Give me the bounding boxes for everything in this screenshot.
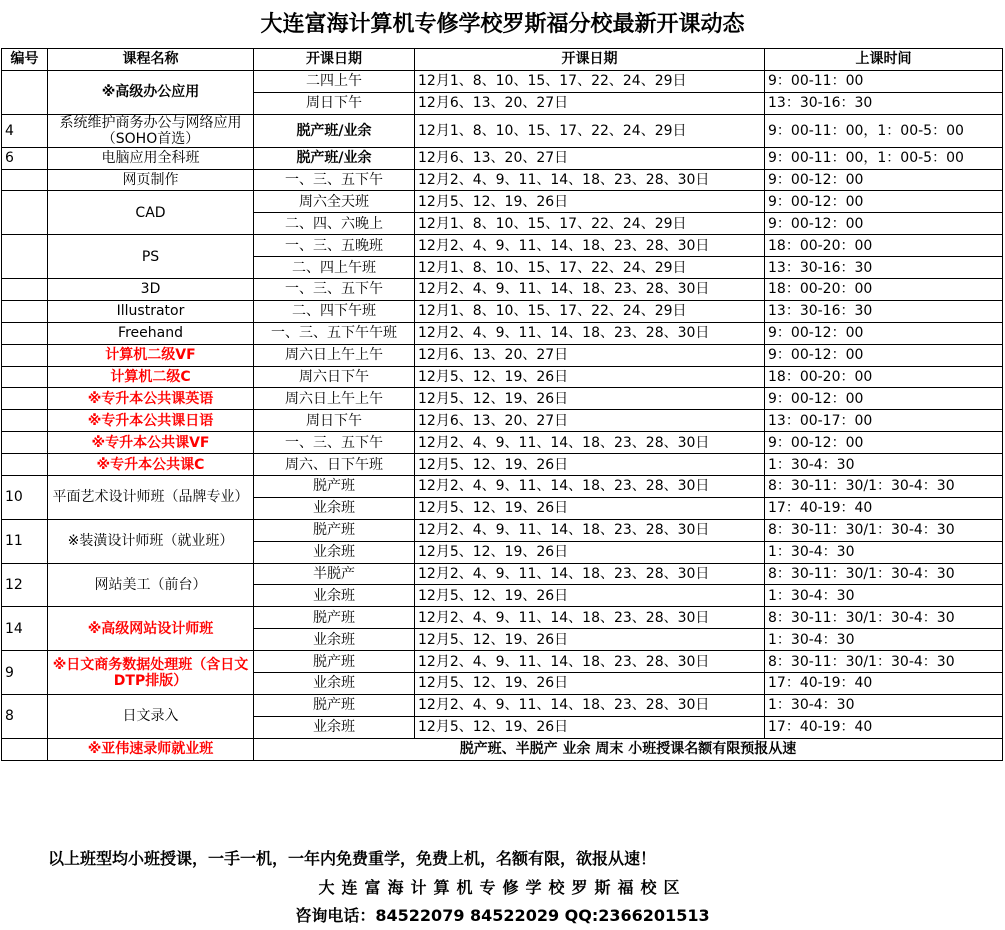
class-time: 8：30-11：30/1：30-4：30 [765, 607, 1003, 629]
class-type: 一、三、五下午 [254, 279, 415, 301]
start-dates: 12月2、4、9、11、14、18、23、28、30日 [415, 432, 765, 454]
start-dates: 12月5、12、19、26日 [415, 454, 765, 476]
table-row [2, 607, 1003, 629]
course-name: 日文录入 [48, 694, 254, 738]
table-row [2, 191, 1003, 213]
class-type: 脱产班/业余 [254, 147, 415, 169]
course-number [2, 70, 48, 114]
class-type: 业余班 [254, 716, 415, 738]
course-number [2, 454, 48, 476]
class-type: 半脱产 [254, 563, 415, 585]
class-time: 9：00-12：00 [765, 344, 1003, 366]
start-dates: 12月5、12、19、26日 [415, 541, 765, 563]
class-time: 8：30-11：30/1：30-4：30 [765, 651, 1003, 673]
table-row [2, 432, 1003, 454]
course-name: 平面艺术设计师班（品牌专业） [48, 476, 254, 520]
course-number: 9 [2, 651, 48, 695]
start-dates: 12月2、4、9、11、14、18、23、28、30日 [415, 519, 765, 541]
course-number [2, 300, 48, 322]
table-row [2, 651, 1003, 673]
header-num: 编号 [2, 49, 48, 71]
start-dates: 12月2、4、9、11、14、18、23、28、30日 [415, 651, 765, 673]
start-dates: 12月5、12、19、26日 [415, 673, 765, 695]
class-time: 9：00-12：00 [765, 191, 1003, 213]
start-dates: 12月2、4、9、11、14、18、23、28、30日 [415, 279, 765, 301]
class-type: 周日下午 [254, 410, 415, 432]
table-row [2, 519, 1003, 541]
class-time: 18：00-20：00 [765, 235, 1003, 257]
class-type: 脱产班/业余 [254, 114, 415, 147]
header-class-time: 上课时间 [765, 49, 1003, 71]
course-name: ※专升本公共课日语 [48, 410, 254, 432]
course-number [2, 388, 48, 410]
class-type: 业余班 [254, 497, 415, 519]
table-row [2, 410, 1003, 432]
header-start-date: 开课日期 [415, 49, 765, 71]
class-type: 二、四下午班 [254, 300, 415, 322]
start-dates: 12月6、13、20、27日 [415, 147, 765, 169]
course-name: ※高级办公应用 [48, 70, 254, 114]
class-time: 8：30-11：30/1：30-4：30 [765, 519, 1003, 541]
class-type: 周六日上午上午 [254, 344, 415, 366]
start-dates: 12月6、13、20、27日 [415, 92, 765, 114]
table-row [2, 169, 1003, 191]
course-name: Freehand [48, 322, 254, 344]
course-number: 12 [2, 563, 48, 607]
class-type: 一、三、五晚班 [254, 235, 415, 257]
course-number: 6 [2, 147, 48, 169]
course-name: ※专升本公共课VF [48, 432, 254, 454]
class-type: 周六全天班 [254, 191, 415, 213]
course-number [2, 344, 48, 366]
class-time: 9：00-11：00 [765, 70, 1003, 92]
class-type: 脱产班 [254, 476, 415, 498]
course-number: 14 [2, 607, 48, 651]
course-name: ※亚伟速录师就业班 [48, 738, 254, 760]
course-name: ※高级网站设计师班 [48, 607, 254, 651]
header-class-type: 开课日期 [254, 49, 415, 71]
class-time: 9：00-12：00 [765, 213, 1003, 235]
class-type: 二、四上午班 [254, 257, 415, 279]
class-time: 9：00-12：00 [765, 388, 1003, 410]
table-row [2, 454, 1003, 476]
class-time: 1：30-4：30 [765, 585, 1003, 607]
class-time: 13：30-16：30 [765, 257, 1003, 279]
table-row [2, 279, 1003, 301]
class-time: 9：00-12：00 [765, 322, 1003, 344]
start-dates: 12月2、4、9、11、14、18、23、28、30日 [415, 235, 765, 257]
course-name: 计算机二级C [48, 366, 254, 388]
start-dates: 12月1、8、10、15、17、22、24、29日 [415, 213, 765, 235]
start-dates: 12月1、8、10、15、17、22、24、29日 [415, 70, 765, 92]
table-row [2, 147, 1003, 169]
class-time: 8：30-11：30/1：30-4：30 [765, 476, 1003, 498]
class-type: 一、三、五下午午班 [254, 322, 415, 344]
start-dates: 12月2、4、9、11、14、18、23、28、30日 [415, 563, 765, 585]
start-dates: 12月2、4、9、11、14、18、23、28、30日 [415, 607, 765, 629]
course-number [2, 366, 48, 388]
class-type: 周日下午 [254, 92, 415, 114]
course-number: 8 [2, 694, 48, 738]
course-name: 电脑应用全科班 [48, 147, 254, 169]
class-time: 1：30-4：30 [765, 541, 1003, 563]
course-number [2, 322, 48, 344]
class-time: 9：00-12：00 [765, 432, 1003, 454]
class-type: 脱产班 [254, 694, 415, 716]
class-time: 13：30-16：30 [765, 92, 1003, 114]
start-dates: 12月6、13、20、27日 [415, 410, 765, 432]
course-name: 网页制作 [48, 169, 254, 191]
class-time: 17：40-19：40 [765, 673, 1003, 695]
start-dates: 12月1、8、10、15、17、22、24、29日 [415, 300, 765, 322]
class-time: 9：00-12：00 [765, 169, 1003, 191]
table-header-row [2, 49, 1003, 71]
table-row [2, 694, 1003, 716]
page-title: 大连富海计算机专修学校罗斯福分校最新开课动态 [260, 12, 745, 37]
class-time: 1：30-4：30 [765, 629, 1003, 651]
start-dates: 12月2、4、9、11、14、18、23、28、30日 [415, 169, 765, 191]
class-type: 业余班 [254, 673, 415, 695]
class-type: 脱产班 [254, 651, 415, 673]
class-time: 17：40-19：40 [765, 497, 1003, 519]
footer-campus: 大连富海计算机专修学校罗斯福校区 [318, 878, 687, 897]
class-time: 1：30-4：30 [765, 694, 1003, 716]
class-time: 9：00-11：00，1：00-5：00 [765, 147, 1003, 169]
course-name: ※专升本公共课英语 [48, 388, 254, 410]
course-number: 11 [2, 519, 48, 563]
table-row [2, 388, 1003, 410]
course-name: 网站美工（前台） [48, 563, 254, 607]
course-name: Illustrator [48, 300, 254, 322]
start-dates: 12月5、12、19、26日 [415, 629, 765, 651]
course-name: 系统维护商务办公与网络应用（SOHO首选） [48, 114, 254, 147]
course-number [2, 191, 48, 235]
class-type: 周六、日下午班 [254, 454, 415, 476]
class-type: 周六日上午上午 [254, 388, 415, 410]
start-dates: 12月1、8、10、15、17、22、24、29日 [415, 257, 765, 279]
class-type: 一、三、五下午 [254, 169, 415, 191]
start-dates: 12月5、12、19、26日 [415, 366, 765, 388]
start-dates: 12月2、4、9、11、14、18、23、28、30日 [415, 476, 765, 498]
start-dates: 12月1、8、10、15、17、22、24、29日 [415, 114, 765, 147]
class-type: 周六日下午 [254, 366, 415, 388]
start-dates: 12月5、12、19、26日 [415, 585, 765, 607]
course-number [2, 432, 48, 454]
class-time: 17：40-19：40 [765, 716, 1003, 738]
course-number [2, 169, 48, 191]
class-time: 9：00-11：00，1：00-5：00 [765, 114, 1003, 147]
class-type: 脱产班 [254, 519, 415, 541]
course-schedule-table [1, 48, 1003, 761]
course-name: PS [48, 235, 254, 279]
header-course-name: 课程名称 [48, 49, 254, 71]
class-time: 18：00-20：00 [765, 366, 1003, 388]
start-dates: 12月5、12、19、26日 [415, 497, 765, 519]
class-time: 1：30-4：30 [765, 454, 1003, 476]
class-type: 二、四、六晚上 [254, 213, 415, 235]
class-type: 二四上午 [254, 70, 415, 92]
class-time: 8：30-11：30/1：30-4：30 [765, 563, 1003, 585]
course-name: CAD [48, 191, 254, 235]
start-dates: 12月5、12、19、26日 [415, 388, 765, 410]
footer-notice: 以上班型均小班授课，一手一机，一年内免费重学，免费上机，名额有限，欲报从速！ [48, 849, 657, 868]
table-row [2, 344, 1003, 366]
course-name: 计算机二级VF [48, 344, 254, 366]
course-name: 3D [48, 279, 254, 301]
footer-contact: 咨询电话：84522079 84522029 QQ:2366201513 [295, 906, 710, 925]
class-type: 业余班 [254, 629, 415, 651]
class-type: 业余班 [254, 541, 415, 563]
course-number [2, 279, 48, 301]
class-time: 18：00-20：00 [765, 279, 1003, 301]
class-type: 脱产班 [254, 607, 415, 629]
table-row [2, 366, 1003, 388]
course-number [2, 235, 48, 279]
start-dates: 12月5、12、19、26日 [415, 716, 765, 738]
start-dates: 12月2、4、9、11、14、18、23、28、30日 [415, 322, 765, 344]
start-dates: 12月6、13、20、27日 [415, 344, 765, 366]
class-type: 业余班 [254, 585, 415, 607]
course-number [2, 738, 48, 760]
class-time: 13：00-17：00 [765, 410, 1003, 432]
table-row [2, 322, 1003, 344]
class-options-note: 脱产班、半脱产 业余 周末 小班授课名额有限预报从速 [254, 738, 1003, 760]
class-time: 13：30-16：30 [765, 300, 1003, 322]
course-name: ※专升本公共课C [48, 454, 254, 476]
table-row [2, 476, 1003, 498]
table-row [2, 563, 1003, 585]
course-name: ※日文商务数据处理班（含日文DTP排版） [48, 651, 254, 695]
table-row [2, 738, 1003, 760]
start-dates: 12月5、12、19、26日 [415, 191, 765, 213]
table-row [2, 70, 1003, 92]
course-number [2, 410, 48, 432]
start-dates: 12月2、4、9、11、14、18、23、28、30日 [415, 694, 765, 716]
table-row [2, 235, 1003, 257]
table-row [2, 300, 1003, 322]
course-name: ※装潢设计师班（就业班） [48, 519, 254, 563]
course-number: 10 [2, 476, 48, 520]
class-type: 一、三、五下午 [254, 432, 415, 454]
course-number: 4 [2, 114, 48, 147]
